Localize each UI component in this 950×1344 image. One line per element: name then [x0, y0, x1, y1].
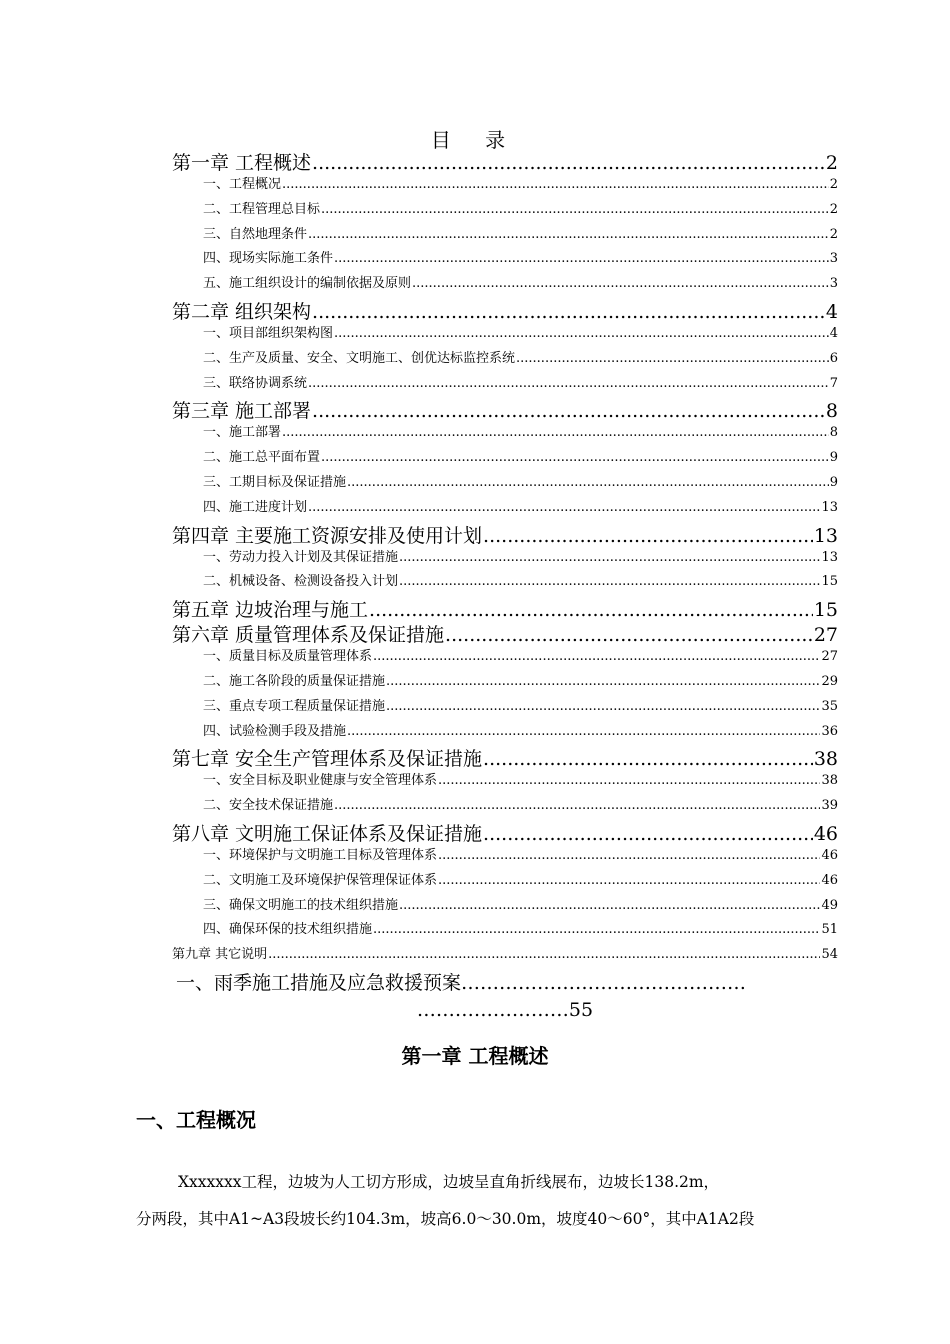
toc-page-number: 9	[829, 474, 838, 490]
toc-chapter-entry[interactable]	[172, 396, 838, 421]
table-of-contents	[172, 148, 838, 968]
toc-leader-dots	[334, 798, 820, 813]
toc-page-number: 46	[813, 822, 838, 844]
chapter-heading: 第一章 工程概述	[401, 1044, 549, 1068]
toc-entry-title: 一、质量目标及质量管理体系	[203, 649, 373, 665]
toc-leader-dots	[438, 848, 820, 863]
toc-page-number: 3	[829, 276, 838, 292]
toc-page-number: 29	[821, 673, 838, 689]
toc-title: 目 录	[430, 128, 520, 152]
toc-leader-dots	[483, 823, 813, 844]
toc-page-number: 8	[829, 425, 838, 441]
toc-section-entry[interactable]	[172, 695, 838, 720]
toc-section-entry[interactable]	[172, 645, 838, 670]
toc-leader-dots	[438, 773, 820, 788]
toc-page-number: 2	[825, 152, 838, 173]
toc-page-number: 51	[821, 922, 838, 938]
toc-page-number: 13	[813, 524, 838, 546]
toc-entry-title: 三、确保文明施工的技术组织措施	[203, 897, 399, 913]
toc-entry-title: 二、工程管理总目标	[203, 201, 321, 217]
toc-section-entry[interactable]	[172, 943, 838, 968]
toc-entry-title: 一、劳动力投入计划及其保证措施	[203, 549, 399, 565]
toc-leader-dots	[268, 947, 820, 962]
toc-entry-title: 第二章 组织架构	[172, 300, 312, 322]
toc-leader-dots	[399, 898, 820, 913]
toc-chapter-entry[interactable]	[172, 148, 838, 173]
toc-entry-title: 一、工程概况	[203, 177, 282, 192]
toc-entry-title: 第六章 质量管理体系及保证措施	[172, 624, 445, 646]
section-heading: 一、工程概况	[136, 1108, 256, 1132]
toc-entry-title: 五、施工组织设计的编制依据及原则	[203, 276, 412, 292]
toc-entry-title: 一、安全目标及职业健康与安全管理体系	[203, 773, 438, 789]
toc-page-number: 46	[821, 847, 838, 863]
toc-entry-title: 第八章 文明施工保证体系及保证措施	[172, 822, 483, 844]
toc-section-entry[interactable]	[172, 421, 838, 446]
toc-section-entry[interactable]	[172, 372, 838, 397]
toc-section-entry[interactable]	[172, 347, 838, 372]
toc-section-entry[interactable]	[172, 918, 838, 943]
toc-entry-title: 四、现场实际施工条件	[203, 251, 334, 267]
toc-entry-title: 第九章 其它说明	[172, 947, 268, 963]
toc-page-number: 36	[821, 723, 838, 739]
toc-page-number: 7	[829, 375, 838, 391]
toc-entry-last-line1: 一、雨季施工措施及应急救援预案………………………………………	[176, 972, 747, 994]
toc-section-entry[interactable]	[172, 720, 838, 745]
toc-chapter-entry[interactable]	[172, 595, 838, 620]
toc-leader-dots	[399, 550, 820, 565]
toc-page-number: 15	[821, 574, 838, 590]
toc-leader-dots	[369, 599, 813, 620]
toc-leader-dots	[308, 500, 820, 515]
toc-page-number: 35	[821, 698, 838, 714]
toc-entry-title: 第一章 工程概述	[172, 152, 312, 173]
toc-section-entry[interactable]	[172, 247, 838, 272]
toc-page-number: 2	[829, 201, 838, 217]
toc-section-entry[interactable]	[172, 794, 838, 819]
toc-section-entry[interactable]	[172, 272, 838, 297]
toc-page-number: 2	[829, 226, 838, 242]
toc-section-entry[interactable]	[172, 173, 838, 198]
toc-leader-dots	[282, 177, 829, 192]
toc-section-entry[interactable]	[172, 496, 838, 521]
toc-chapter-entry[interactable]	[172, 819, 838, 844]
toc-page-number: 49	[821, 897, 838, 913]
toc-page-number: 38	[813, 748, 838, 770]
toc-leader-dots	[445, 624, 813, 645]
toc-section-entry[interactable]	[172, 446, 838, 471]
toc-leader-dots	[438, 873, 820, 888]
toc-entry-title: 二、生产及质量、安全、文明施工、创优达标监控系统	[203, 350, 516, 366]
toc-section-entry[interactable]	[172, 670, 838, 695]
toc-leader-dots	[373, 922, 820, 937]
toc-page-number: 4	[825, 300, 838, 322]
toc-leader-dots	[308, 227, 829, 242]
toc-page-number: 6	[829, 350, 838, 366]
toc-leader-dots	[386, 699, 820, 714]
toc-section-entry[interactable]	[172, 570, 838, 595]
toc-page-number: 38	[821, 773, 838, 789]
toc-page-number: 27	[813, 624, 838, 646]
toc-leader-dots	[483, 748, 813, 769]
toc-page-number: 39	[821, 798, 838, 814]
toc-leader-dots	[399, 574, 820, 589]
toc-section-entry[interactable]	[172, 198, 838, 223]
toc-entry-title: 第五章 边坡治理与施工	[172, 599, 369, 621]
toc-leader-dots	[282, 425, 829, 440]
toc-leader-dots	[373, 649, 820, 664]
toc-section-entry[interactable]	[172, 844, 838, 869]
toc-leader-dots	[516, 351, 829, 366]
toc-entry-title: 二、施工各阶段的质量保证措施	[203, 673, 386, 689]
toc-entry-title: 第七章 安全生产管理体系及保证措施	[172, 748, 483, 770]
toc-section-entry[interactable]	[172, 894, 838, 919]
toc-leader-dots	[334, 251, 829, 266]
toc-page-number: 13	[821, 499, 838, 515]
toc-page-number: 13	[821, 549, 838, 565]
toc-leader-dots	[321, 202, 829, 217]
toc-entry-title: 二、安全技术保证措施	[203, 798, 334, 814]
toc-chapter-entry[interactable]	[172, 620, 838, 645]
toc-page-number: 8	[825, 400, 838, 422]
toc-leader-dots	[347, 724, 820, 739]
toc-section-entry[interactable]	[172, 471, 838, 496]
toc-leader-dots	[334, 326, 829, 341]
toc-page-number: 27	[821, 649, 838, 665]
toc-entry-title: 一、施工部署	[203, 425, 282, 441]
toc-section-entry[interactable]	[172, 546, 838, 571]
toc-entry-title: 一、项目部组织架构图	[203, 325, 334, 341]
toc-entry-title: 第四章 主要施工资源安排及使用计划	[172, 524, 483, 546]
toc-section-entry[interactable]	[172, 869, 838, 894]
toc-page-number: 15	[813, 599, 838, 621]
toc-entry-title: 二、施工总平面布置	[203, 450, 321, 466]
toc-leader-dots	[308, 376, 829, 391]
toc-page-number: 2	[829, 177, 838, 192]
toc-entry-last-line2: ……………………55	[416, 999, 594, 1021]
toc-section-entry[interactable]	[172, 769, 838, 794]
toc-entry-last[interactable]	[172, 968, 838, 1021]
toc-entry-title: 三、联络协调系统	[203, 375, 308, 391]
toc-leader-dots	[312, 301, 825, 322]
toc-leader-dots	[412, 276, 829, 291]
toc-entry-title: 三、自然地理条件	[203, 226, 308, 242]
toc-entry-title: 四、试验检测手段及措施	[203, 723, 347, 739]
toc-section-entry[interactable]	[172, 223, 838, 248]
paragraph-line-1: Xxxxxxx工程，边坡为人工切方形成，边坡呈直角折线展布，边坡长138.2m，	[178, 1173, 720, 1191]
toc-leader-dots	[347, 475, 829, 490]
toc-entry-title: 四、确保环保的技术组织措施	[203, 922, 373, 938]
toc-leader-dots	[312, 400, 825, 421]
toc-chapter-entry[interactable]	[172, 744, 838, 769]
toc-page-number: 46	[821, 872, 838, 888]
toc-entry-title: 三、工期目标及保证措施	[203, 474, 347, 490]
toc-page-number: 9	[829, 450, 838, 466]
paragraph-line-2: 分两段，其中A1~A3段坡长约104.3m，坡高6.0～30.0m，坡度40～60°，其中A1A2段	[136, 1210, 755, 1228]
toc-leader-dots	[312, 152, 825, 173]
toc-leader-dots	[321, 450, 829, 465]
toc-entry-title: 四、施工进度计划	[203, 499, 308, 515]
toc-leader-dots	[386, 674, 820, 689]
toc-page-number: 4	[829, 325, 838, 341]
toc-leader-dots	[483, 525, 813, 546]
toc-entry-title: 二、机械设备、检测设备投入计划	[203, 574, 399, 590]
toc-page-number: 3	[829, 251, 838, 267]
toc-entry-title: 三、重点专项工程质量保证措施	[203, 698, 386, 714]
toc-chapter-entry[interactable]	[172, 297, 838, 322]
toc-section-entry[interactable]	[172, 322, 838, 347]
toc-entry-title: 一、环境保护与文明施工目标及管理体系	[203, 847, 438, 863]
toc-entry-title: 第三章 施工部署	[172, 400, 312, 422]
toc-page-number: 54	[821, 947, 838, 963]
toc-chapter-entry[interactable]	[172, 521, 838, 546]
toc-entry-title: 二、文明施工及环境保护保管理保证体系	[203, 872, 438, 888]
